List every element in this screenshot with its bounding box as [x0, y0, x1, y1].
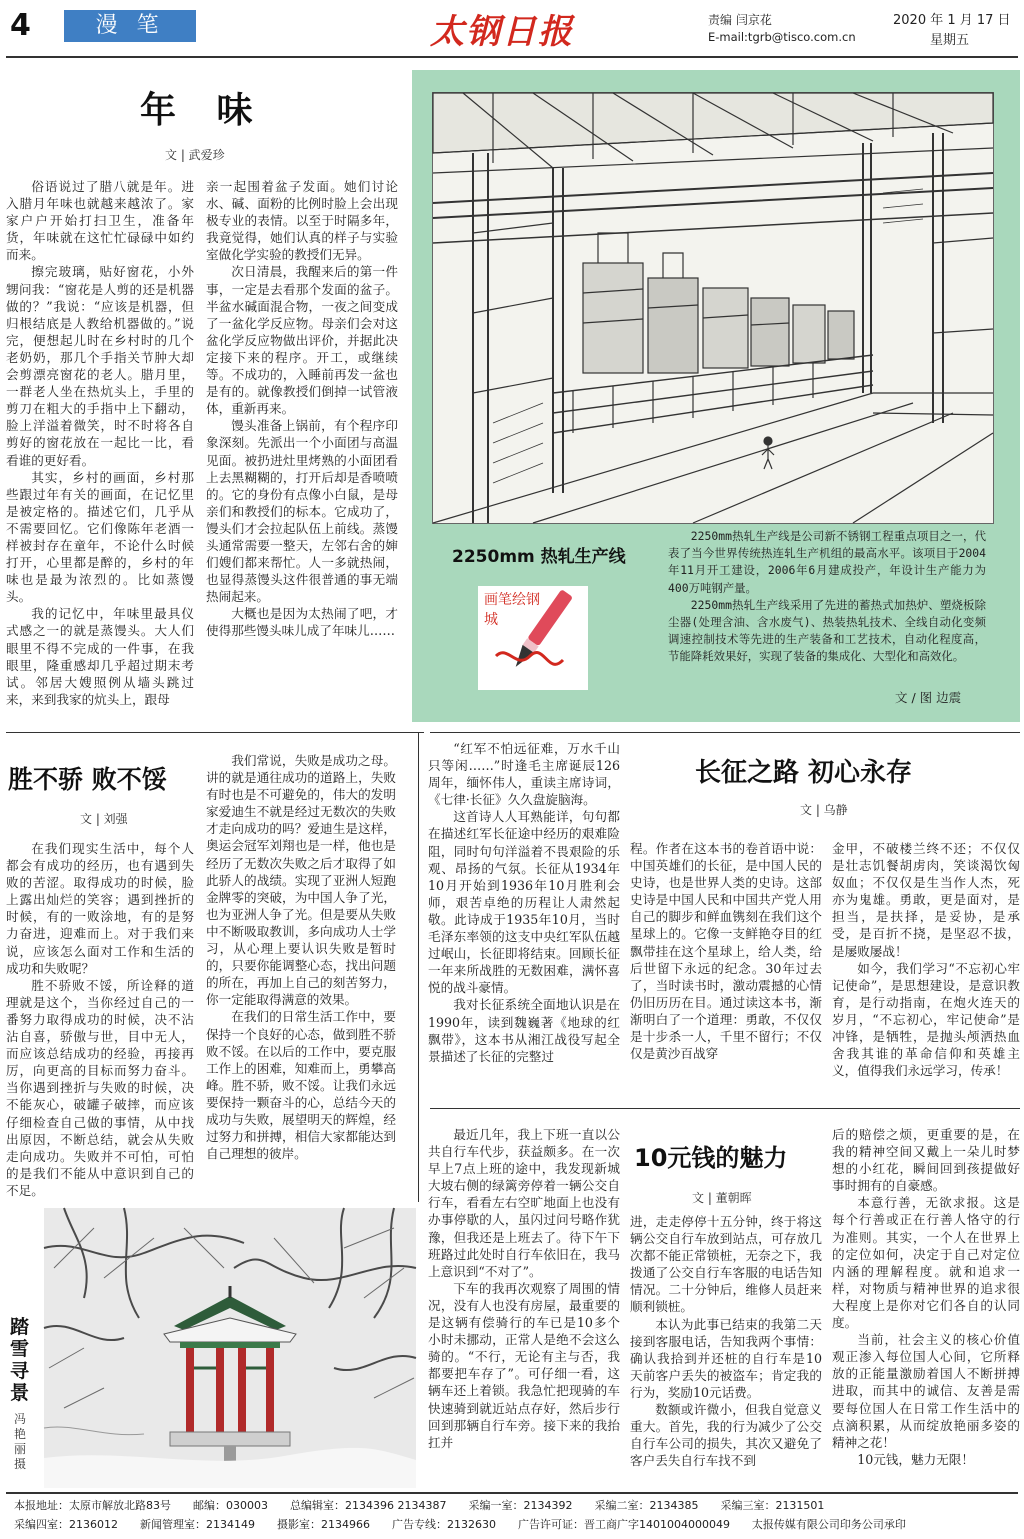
paragraph: 亲一起围着盆子发面。她们讨论水、碱、面粉的比例时脸上会出现极专业的表情。以至于时隔多年，我竟觉得，她们认真的样子与实验室做化学实验的教授们无异。 — [206, 179, 398, 263]
paragraph: 在我们现实生活中，每个人都会有成功的经历，也有遇到失败的苦涩。取得成功的时候，脸上露出灿烂的笑容；遇到挫折的时候，有的一败涂地，有的是努力奋进，迎难而上。对于我们来说，应该怎么面对工作和生活的成功和失败呢？ — [6, 841, 194, 976]
divider-changzheng-bottom — [430, 1108, 1020, 1109]
divider-left-mid — [6, 732, 424, 733]
section-badge: 漫 笔 — [64, 10, 196, 42]
paragraph: 在我们的日常生活工作中，要保持一个良好的心态，做到胜不骄败不馁。在以后的工作中，要克服工作上的困难，知难而上，勇攀高峰。胜不骄，败不馁。让我们永远要保持一颗奋斗的心，总结今天的成功与失败，展望明天的辉煌，经过努力和拼搏，相信大家都能达到自己理想的彼岸。 — [206, 1009, 396, 1162]
article-title-nianwei: 年 味 — [140, 90, 267, 131]
paragraph: 程。作者在这本书的卷首语中说：中国英雄们的长征，是中国人民的史诗，也是世界人类的史诗。这部史诗是中国人民和中国共产党人用自己的脚步和鲜血镌刻在我们这个星球上的。它像一支鲜艳夺目的红飘带挂在这个星球上，给人类，给后世留下永远的纪念。30年过去了，当时读书时，激动震撼的心情仍旧历历在目。通过读这本书，渐渐明白了一个道理：勇敢，不仅仅是十步杀一人，千里不留行；不仅仅是黄沙百战穿 — [630, 841, 822, 1062]
paragraph: 10元钱，魅力无限！ — [857, 1451, 974, 1467]
pavilion-snow-scene — [44, 1208, 416, 1488]
paragraph: 我的记忆中，年味里最具仪式感之一的就是蒸馒头。大人们眼里不得不完成的一件事，在我眼里，隆重感却几乎超过期末考试。邻居大嫂照例从墙头跳过来，来到我家的炕头上，跟母 — [6, 606, 194, 707]
photo-title: 踏雪寻景 — [10, 1316, 30, 1404]
byline-shiyuan: 文 | 董朝晖 — [692, 1191, 752, 1205]
paragraph: 馒头准备上锅前，有个程序印象深刻。先派出一个小面团与高温见面。被扔进灶里烤熟的小面团看上去黑糊糊的，打开后却是香喷喷的。它的身份有点像小白鼠，是母亲们和教授们的标本。它成功了，馒头们才会拉起队伍上前线。蒸馒头通常需要一整天，左邻右舍的婶们嫂们都来帮忙。人一多就热闹，也显得蒸馒头这件很普通的事无端热闹起来。 — [206, 418, 398, 605]
paragraph: “红军不怕远征难，万水千山只等闲……”时逢毛主席诞辰126周年，缅怀伟人，重读主席诗词，《七律·长征》久久盘旋脑海。 — [428, 741, 620, 808]
header-rule — [6, 56, 1018, 58]
byline-nianwei: 文 | 武爱珍 — [165, 148, 225, 162]
article-body-nianwei-col2 — [206, 178, 398, 718]
rolling-mill-sketch — [433, 93, 993, 523]
article-body-changzheng-col3 — [832, 840, 1020, 1090]
article-body-shiyuan-col1 — [428, 1126, 620, 1476]
paragraph: 其实，乡村的画面，乡村那些跟过年有关的画面，在记忆里是被定格的。描述它们，几乎从不需要回忆。它们像陈年老酒一样被封存在童年，不论什么时候打开，心里都是醉的，乡村的年味也是最为浓烈的。比如蒸馒头。 — [6, 469, 194, 605]
byline-shengbujiao: 文 | 刘强 — [80, 812, 128, 826]
editor-line: 责编 闫京花 — [708, 13, 772, 27]
footer-line-2: 采编四室：2136012 新闻管理室：2134149 摄影室：2134966 广告专线：2132630 广告许可证：晋工商广字1401004000049 太报传媒有限公司印务公司承印 — [14, 1518, 906, 1531]
paragraph: 我们常说，失败是成功之母。讲的就是通往成功的道路上，失败有时也是不可避免的，伟大的发明家爱迪生不就是经过无数次的失败才走向成功的吗？爱迪生是这样，奥运会冠军刘翔也是一样，他也是经历了无数次失败之后才取得了如此骄人的战绩。实现了亚洲人短跑金牌零的突破，为中国人争了光，也为亚洲人争了光。但是要从失败中不断吸取教训，多向成功人士学习，从心理上要认识失败是暂时的，只要你能调整心态，找出问题的所在，再加上自己的刻苦努力，你一定能取得满意的效果。 — [206, 753, 396, 1008]
paragraph: 数额或许微小，但我自觉意义重大。首先，我的行为减少了公交自行车公司的损失，其次又避免了客户丢失自行车找不到 — [630, 1402, 822, 1469]
caption-paragraph: 2250mm热轧生产线是公司新不锈钢工程重点项目之一，代表了当今世界传统热连轧生产机组的最高水平。该项目于2004年11月开工建设，2006年6月建成投产，年设计生产能力为400万吨钢产量。 — [668, 529, 986, 595]
paragraph: 后的赔偿之烦，更重要的是，在我的精神空间又戴上一朵儿时梦想的小红花，瞬间回到孩提做好事时拥有的自豪感。 — [832, 1127, 1020, 1194]
article-body-changzheng-col2 — [630, 840, 822, 1090]
masthead: 太钢日报 — [430, 12, 574, 52]
article-body-shengbujiao-col1 — [6, 840, 194, 1198]
article-title-shengbujiao: 胜不骄 败不馁 — [8, 765, 167, 794]
article-body-shengbujiao-col2 — [206, 752, 396, 1190]
footer-line-1: 本报地址：太原市解放北路83号 邮编：030003 总编辑室：2134396 2134387 采编一室：2134392 采编二室：2134385 采编三室：2131501 — [14, 1499, 825, 1512]
paragraph: 大概也是因为太热闹了吧，才使得那些馒头味儿成了年味儿…… — [206, 606, 398, 639]
paragraph: 当前，社会主义的核心价值观正渗入每位国人心间，它所释放的正能量激励着国人不断拼搏进取，而其中的诚信、友善是需要每位国人在日常工作生活中的点滴积累，从而绽放艳丽多姿的精神之花！ — [832, 1332, 1020, 1450]
article-body-nianwei-col1 — [6, 178, 194, 718]
paragraph: 金甲，不破楼兰终不还；不仅仅是壮志饥餐胡虏肉，笑谈渴饮匈奴血；不仅仅是生当作人杰，死亦为鬼雄。勇敢，更是面对，是担当，是扶择，是妥协，是承受，是百折不挠，是坚忍不拔，是屡败屡战！ — [832, 841, 1020, 959]
article-body-changzheng-col1 — [428, 740, 620, 1090]
article-body-shiyuan-col2 — [630, 1213, 822, 1475]
artwork-sketch — [432, 92, 994, 524]
paragraph: 本意行善，无欲求报。这是每个行善或正在行善人恪守的行为准则。其实，一个人在世界上的定位如何，决定于自己对定位内涵的理解程度。就和追求一样，对物质与精神世界的追求很大程度上是你对它们各自的认同度。 — [832, 1195, 1020, 1331]
artwork-credit: 文 / 图 边震 — [895, 690, 962, 705]
paragraph: 如今，我们学习“不忘初心牢记使命”，是思想建设，是意识教育，是行动指南，在炮火连天的岁月，“不忘初心，牢记使命”是冲锋，是牺牲，是抛头颅洒热血舍我其谁的革命信仰和英雄主义，值得我们永远学习，传承！ — [832, 960, 1020, 1079]
artwork-caption — [668, 528, 986, 666]
paragraph: 俗语说过了腊八就是年。进入腊月年味也就越来越浓了。家家户户开始打扫卫生，准备年货，年味就在这忙忙碌碌中如约而来。 — [6, 179, 194, 263]
article-title-shiyuan: 10元钱的魅力 — [634, 1144, 788, 1172]
paragraph: 擦完玻璃，贴好窗花，小外甥问我：“窗花是人剪的还是机器做的？”我说：“应该是机器，但归根结底是人教给机器做的。”说完，便想起儿时在乡村时的几个老奶奶，那几个手指关节肿大却会剪漂亮窗花的老人。腊月里，一群老人坐在热炕头上，手里的剪刀在粗大的手指中上下翻动，脸上洋溢着微笑，时不时将各自剪好的窗花放在一起比一比，看看谁的更好看。 — [6, 264, 194, 468]
artwork-stamp — [478, 586, 588, 690]
article-body-shiyuan-col3 — [832, 1126, 1020, 1476]
photo-credit: 冯艳丽 摄 — [14, 1412, 27, 1471]
caption-paragraph: 2250mm热轧生产线采用了先进的蓄热式加热炉、塑烧板除尘器(处理含油、含水废气)、热装热轧技术、全线自动化变频调速控制技术等先进的生产装备和工艺技术，自动化程度高，节能降耗效果好，实现了装备的集成化、大型化和高效化。 — [668, 597, 986, 664]
paragraph: 本认为此事已结束的我第二天接到客服电话，告知我两个事情：确认我拾到并还桩的自行车是10天前客户丢失的被盗车；肯定我的行为，奖励10元话费。 — [630, 1316, 822, 1400]
snow-pavilion-photo — [44, 1208, 416, 1488]
paragraph: 我对长征系统全面地认识是在1990年，读到魏巍著《地球的红飘带》，这本书从湘江战役写起全景描述了长征的完整过 — [428, 997, 620, 1064]
paragraph: 胜不骄败不馁，所诠释的道理就是这个，当你经过自己的一番努力取得成功的时候，决不沾沾自喜，骄傲与世，目中无人，而应该总结成功的经验，再接再厉，向更高的目标而努力奋斗。当你遇到挫折与失败的时候，决不能灰心，破罐子破摔，而应该仔细检查自己做的事情，从中找出原因，不断总结，就会从失败走向成功。失败并不可怕，可怕的是我们不能从中意识到自己的不足。 — [6, 977, 194, 1198]
footer-rule — [6, 1492, 1018, 1494]
issue-date: 2020 年 1 月 17 日 — [893, 13, 1011, 28]
article-title-changzheng: 长征之路 初心永存 — [695, 758, 913, 788]
paragraph: 下车的我再次观察了周围的情况，没有人也没有房屋，最重要的是这辆有偿骑行的车已是10多个小时未挪动，正常人是绝不会这么骑的。“不行，无论有主与否，我都要把车存了”。可仔细一看，这辆车还上着锁。我急忙把现骑的车快速骑到就近站点存好，然后步行回到那辆自行车旁。接下来的我抬扛并 — [428, 1280, 620, 1450]
paragraph: 这首诗人人耳熟能详，句句都在描述红军长征途中经历的艰难险阻，同时句句洋溢着不畏艰险的乐观、昂扬的气氛。长征从1934年10月开始到1936年10月胜利会师，艰苦卓绝的历程让人肃然起敬。此诗成于1935年10月，当时毛泽东率领的这支中央红军队伍越过岷山，长征即将结束。回顾长征一年来所战胜的无数困难，满怀喜悦的战斗豪情。 — [428, 809, 620, 996]
paragraph: 次日清晨，我醒来后的第一件事，一定是去看那个发面的盆子。半盆水碱面混合物，一夜之间变成了一盆化学反应物。母亲们会对这盆化学反应物做出评价，并据此决定接下来的程序。开工，或继续等。不成功的，入睡前再发一盆也是有的。就像教授们倒掉一试管液体，重新再来。 — [206, 264, 398, 417]
artwork-title: 2250mm 热轧生产线 — [452, 547, 626, 567]
divider-vertical-mid — [418, 732, 419, 1202]
page-number: 4 — [10, 8, 31, 43]
byline-changzheng: 文 | 乌静 — [800, 803, 848, 817]
paragraph: 最近几年，我上下班一直以公共自行车代步，获益颇多。在一次早上7点上班的途中，我发现新城大坡右侧的绿篱旁停着一辆公交自行车，看看左右空旷地面上也没有办事停歇的人，虽闪过问号略作犹豫，但我还是上班去了。待下午下班路过此处时自行车依旧在，我马上意识到“不对了”。 — [428, 1127, 620, 1279]
paragraph: 进，走走停停十五分钟，终于将这辆公交自行车放到站点，可存放几次都不能正常锁桩，无奈之下，我拨通了公交自行车客服的电话告知情况。二十分钟后，维修人员赶来顺利锁桩。 — [630, 1214, 822, 1315]
email-line: E-mail:tgrb@tisco.com.cn — [708, 30, 856, 44]
stamp-text: 画笔绘钢城 — [484, 592, 540, 628]
issue-weekday: 星期五 — [930, 33, 970, 48]
divider-right-mid — [430, 732, 1020, 733]
